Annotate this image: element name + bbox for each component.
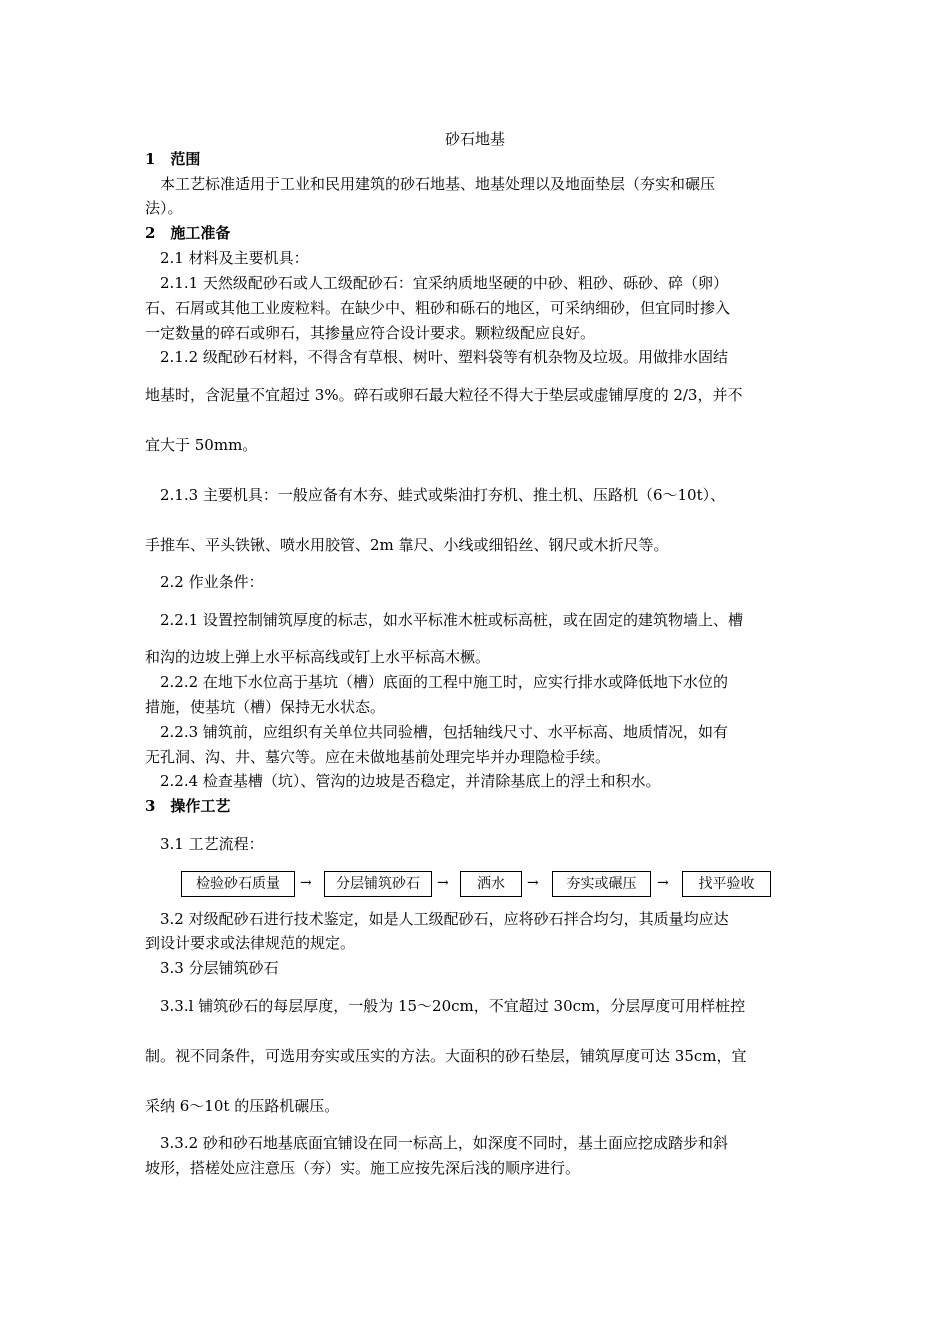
paragraph-line: 3.1 工艺流程：	[145, 835, 264, 853]
paragraph-line: 到设计要求或法律规范的规定。	[145, 934, 356, 952]
arrow-right-icon: →	[300, 875, 312, 891]
paragraph-line: 2.1.3 主要机具：一般应备有木夯、蛙式或柴油打夯机、推土机、压路机（6～10t）、	[145, 486, 726, 504]
paragraph-line: 2.2.4 检查基槽（坑）、管沟的边坡是否稳定，并清除基底上的浮土和积水。	[145, 772, 661, 790]
paragraph-line: 制。视不同条件，可选用夯实或压实的方法。大面积的砂石垫层，铺筑厚度可达 35cm，宜	[145, 1047, 747, 1065]
paragraph-line: 3.2 对级配砂石进行技术鉴定，如是人工级配砂石，应将砂石拌合均匀，其质量均应达	[145, 910, 729, 928]
paragraph-line: 3.3 分层铺筑砂石	[145, 959, 279, 977]
paragraph-line: 措施，使基坑（槽）保持无水状态。	[145, 698, 386, 716]
paragraph-line: 和沟的边坡上弹上水平标高线或钉上水平标高木橛。	[145, 648, 491, 666]
page-title: 砂石地基	[444, 130, 505, 148]
arrow-right-icon: →	[657, 875, 669, 891]
flow-step-box: 检验砂石质量	[181, 871, 295, 897]
paragraph-line: 2.2.3 铺筑前，应组织有关单位共同验槽，包括轴线尺寸、水平标高、地质情况，如有	[145, 723, 728, 741]
section-heading: 1 范围	[145, 150, 201, 168]
paragraph-line: 2.1.2 级配砂石材料，不得含有草根、树叶、塑料袋等有机杂物及垃圾。用做排水固结	[145, 348, 728, 366]
paragraph-line: 石、石屑或其他工业废粒料。在缺少中、粗砂和砾石的地区，可采纳细砂，但宜同时掺入	[145, 299, 731, 317]
paragraph-line: 一定数量的碎石或卵石，其掺量应符合设计要求。颗粒级配应良好。	[145, 324, 596, 342]
paragraph-line: 地基时，含泥量不宜超过 3%。碎石或卵石最大粒径不得大于垫层或虚铺厚度的 2/3，并不	[145, 386, 743, 404]
paragraph-line: 2.2.1 设置控制铺筑厚度的标志，如水平标准木桩或标高桩，或在固定的建筑物墙上、槽	[145, 611, 743, 629]
arrow-right-icon: →	[437, 875, 449, 891]
section-heading: 2 施工准备	[145, 224, 231, 242]
paragraph-line: 2.2 作业条件：	[145, 573, 264, 591]
paragraph-line: 坡形，搭槎处应注意压（夯）实。施工应按先深后浅的顺序进行。	[145, 1159, 581, 1177]
paragraph-line: 2.1 材料及主要机具：	[145, 249, 309, 267]
paragraph-line: 宜大于 50mm。	[145, 436, 258, 454]
arrow-right-icon: →	[527, 875, 539, 891]
paragraph-line: 3.3.2 砂和砂石地基底面宜铺设在同一标高上，如深度不同时，基土面应挖成踏步和斜	[145, 1134, 728, 1152]
paragraph-line: 无孔洞、沟、井、墓穴等。应在未做地基前处理完毕并办理隐检手续。	[145, 748, 611, 766]
paragraph-line: 本工艺标准适用于工业和民用建筑的砂石地基、地基处理以及地面垫层（夯实和碾压	[145, 175, 716, 193]
flow-step-box: 夯实或碾压	[552, 871, 651, 897]
paragraph-line: 法）。	[145, 199, 183, 217]
flow-step-box: 找平验收	[682, 871, 771, 897]
paragraph-line: 3.3.l 铺筑砂石的每层厚度，一般为 15～20cm，不宜超过 30cm，分层厚度可用样桩控	[145, 997, 746, 1015]
flow-step-box: 分层铺筑砂石	[324, 871, 432, 897]
paragraph-line: 2.2.2 在地下水位高于基坑（槽）底面的工程中施工时，应实行排水或降低地下水位的	[145, 673, 728, 691]
paragraph-line: 2.1.1 天然级配砂石或人工级配砂石：宜采纳质地坚硬的中砂、粗砂、砾砂、碎（卵）	[145, 274, 728, 292]
flow-step-box: 洒水	[460, 871, 522, 897]
section-heading: 3 操作工艺	[145, 797, 231, 815]
paragraph-line: 手推车、平头铁锹、喷水用胶管、2m 靠尺、小线或细铅丝、钢尺或木折尺等。	[145, 536, 669, 554]
paragraph-line: 采纳 6～10t 的压路机碾压。	[145, 1097, 340, 1115]
